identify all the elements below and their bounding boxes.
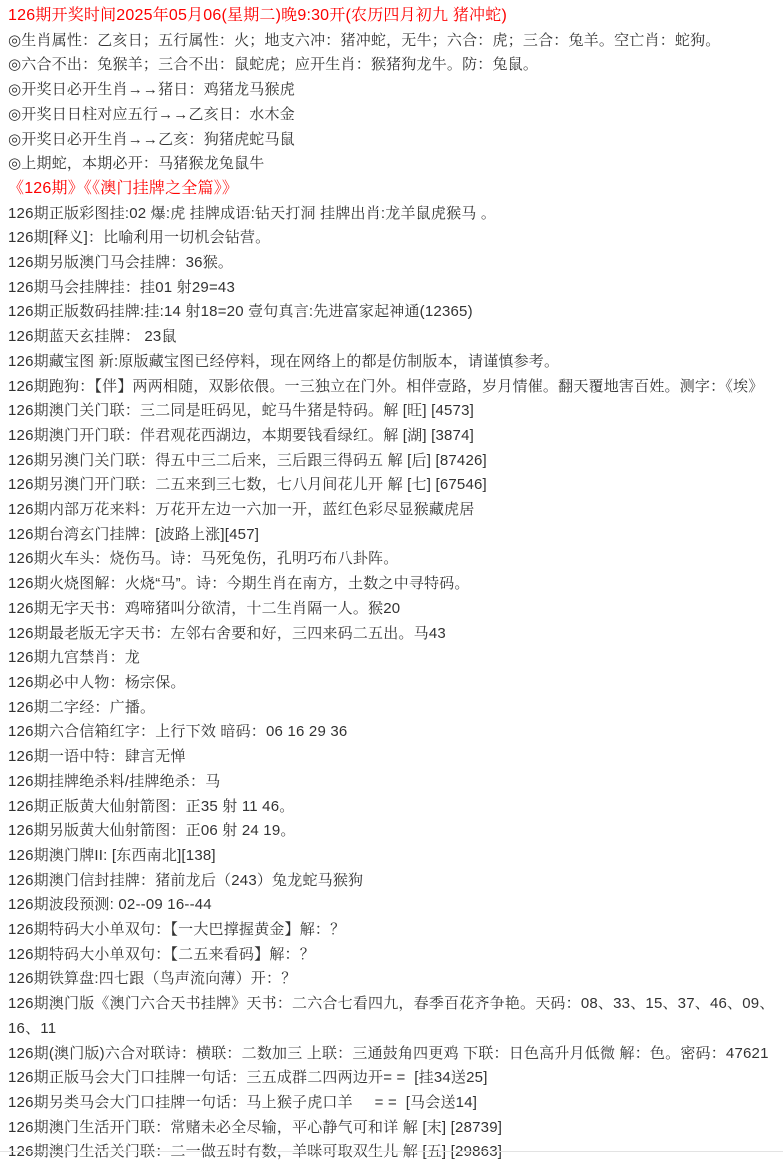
content-line: 126期另澳门关门联：得五中三二后来，三后跟三得码五 解 [后] [87426] <box>8 451 487 469</box>
content-line: 126期澳门牌II: [东西南北][138] <box>8 846 216 864</box>
content-line: 126期马会挂牌挂：挂01 射29=43 <box>8 278 236 296</box>
content-line: 126期必中人物：杨宗保。 <box>8 673 186 691</box>
content-line: 126期正版数码挂牌:挂:14 射18=20 壹句真言:先进富家起神通(12365) <box>8 303 473 321</box>
content-line: 126期[释义]：比喻利用一切机会钻营。 <box>8 229 271 247</box>
content-line: 126期(澳门版)六合对联诗：横联：二数加三 上联：三通鼓角四更鸡 下联：日色高升月低微 解：色。密码：47621 <box>8 1044 769 1062</box>
content-line: 126期内部万花来料：万花开左边一六加一开，蓝红色彩尽显猴藏虎居 <box>8 501 475 519</box>
content-line: 126期特码大小单双句：【二五来看码】解：？ <box>8 945 315 963</box>
content-line: ◎生肖属性：乙亥日；五行属性：火；地支六冲：猪冲蛇，无牛；六合：虎；三合：兔羊。空亡肖：蛇狗。 <box>8 31 721 49</box>
content-line: 126期澳门开门联：伴君观花西湖边，本期要钱看绿红。解 [湖] [3874] <box>8 426 475 444</box>
content-line: 126期正版黄大仙射箭图：正35 射 11 46。 <box>8 797 295 815</box>
content-line: 126期波段预测: 02--09 16--44 <box>8 896 212 914</box>
content-line: ◎六合不出：兔猴羊；三合不出：鼠蛇虎；应开生肖：猴猪狗龙牛。防：兔鼠。 <box>8 56 539 74</box>
content-line: 126期另版澳门马会挂牌：36猴。 <box>8 254 234 272</box>
content-line: 126期九宫禁肖：龙 <box>8 649 141 667</box>
content-line: 126期二字经：广播。 <box>8 698 156 716</box>
content-line: 126期另版黄大仙射箭图：正06 射 24 19。 <box>8 822 296 840</box>
content-line: 126期火车头：烧伤马。诗：马死兔伤，孔明巧布八卦阵。 <box>8 550 399 568</box>
content-line: ◎上期蛇，本期必开：马猪猴龙兔鼠牛 <box>8 155 265 173</box>
content-line: 126期澳门关门联：三二同是旺码见，蛇马牛猪是特码。解 [旺] [4573] <box>8 402 475 420</box>
content-line: 126期挂牌绝杀料/挂牌绝杀：马 <box>8 772 221 790</box>
bottom-divider <box>0 1151 783 1152</box>
content-line: 126期正版马会大门口挂牌一句话：三五成群二四两边开= = [挂34送25] <box>8 1069 488 1087</box>
content-line: 126期最老版无字天书：左邻右舍要和好，三四来码二五出。马43 <box>8 624 446 642</box>
content-line: 126期澳门生活关门联：二一做五时有数，羊咪可取双生儿 解 [五] [29863] <box>8 1143 503 1161</box>
content-line: 126期澳门信封挂牌：猪前龙后（243）兔龙蛇马猴狗 <box>8 871 364 889</box>
content-line: 126期火烧图解：火烧“马”。诗：今期生肖在南方，土数之中寻特码。 <box>8 575 470 593</box>
content-line: 126期澳门生活开门联：常赌未必全尽输，平心静气可和详 解 [末] [28739] <box>8 1118 503 1136</box>
highlight-line: 126期开奖时间2025年05月06(星期二)晚9:30开(农历四月初九 猪冲蛇) <box>8 7 507 24</box>
content-line: 126期铁算盘:四七跟（鸟声流向薄）开：？ <box>8 970 297 988</box>
content-line: 126期特码大小单双句：【一大巴撑握黄金】解：？ <box>8 921 346 939</box>
content-line: 126期另澳门开门联：二五来到三七数，七八月间花儿开 解 [七] [67546] <box>8 476 487 494</box>
content-line: 126期台湾玄门挂牌：[波路上涨][457] <box>8 525 260 543</box>
content-line: ◎开奖日必开生肖→→猪日：鸡猪龙马猴虎 <box>8 81 295 99</box>
content-lines <box>8 4 777 1165</box>
content-line: ◎开奖日必开生肖→→乙亥：狗猪虎蛇马鼠 <box>8 130 295 148</box>
content-line: 126期藏宝图 新:原版藏宝图已经停料，现在网络上的都是仿制版本，请谨慎参考。 <box>8 352 560 370</box>
content-line: ◎开奖日日柱对应五行→→乙亥日：水木金 <box>8 105 295 123</box>
content-line: 126期无字天书：鸡啼猪叫分欲清，十二生肖隔一人。猴20 <box>8 599 401 617</box>
highlight-line: 《126期》《《澳门挂牌之全篇》》 <box>8 179 239 197</box>
content-line: 126期正版彩图挂:02 爆:虎 挂牌成语:钻天打洞 挂牌出肖:龙羊鼠虎猴马 。 <box>8 204 497 222</box>
content-line: 126期另类马会大门口挂牌一句话：马上猴子虎口羊 = = [马会送14] <box>8 1093 478 1111</box>
content-line: 126期跑狗：【伴】两两相随，双影依偎。一三独立在门外。相伴壹路，岁月情催。翻天覆地害百姓。测字：《埃》 <box>8 377 764 395</box>
content-line: 126期六合信箱红字：上行下效 暗码：06 16 29 36 <box>8 723 348 741</box>
content-line: 126期澳门版《澳门六合天书挂牌》天书：二六合七看四九，春季百花齐争艳。天码：08、33、15、37、46、09、16、11 <box>8 995 775 1037</box>
content-line: 126期蓝天玄挂牌： 23鼠 <box>8 328 177 346</box>
content-line: 126期一语中特：肆言无惮 <box>8 748 186 766</box>
